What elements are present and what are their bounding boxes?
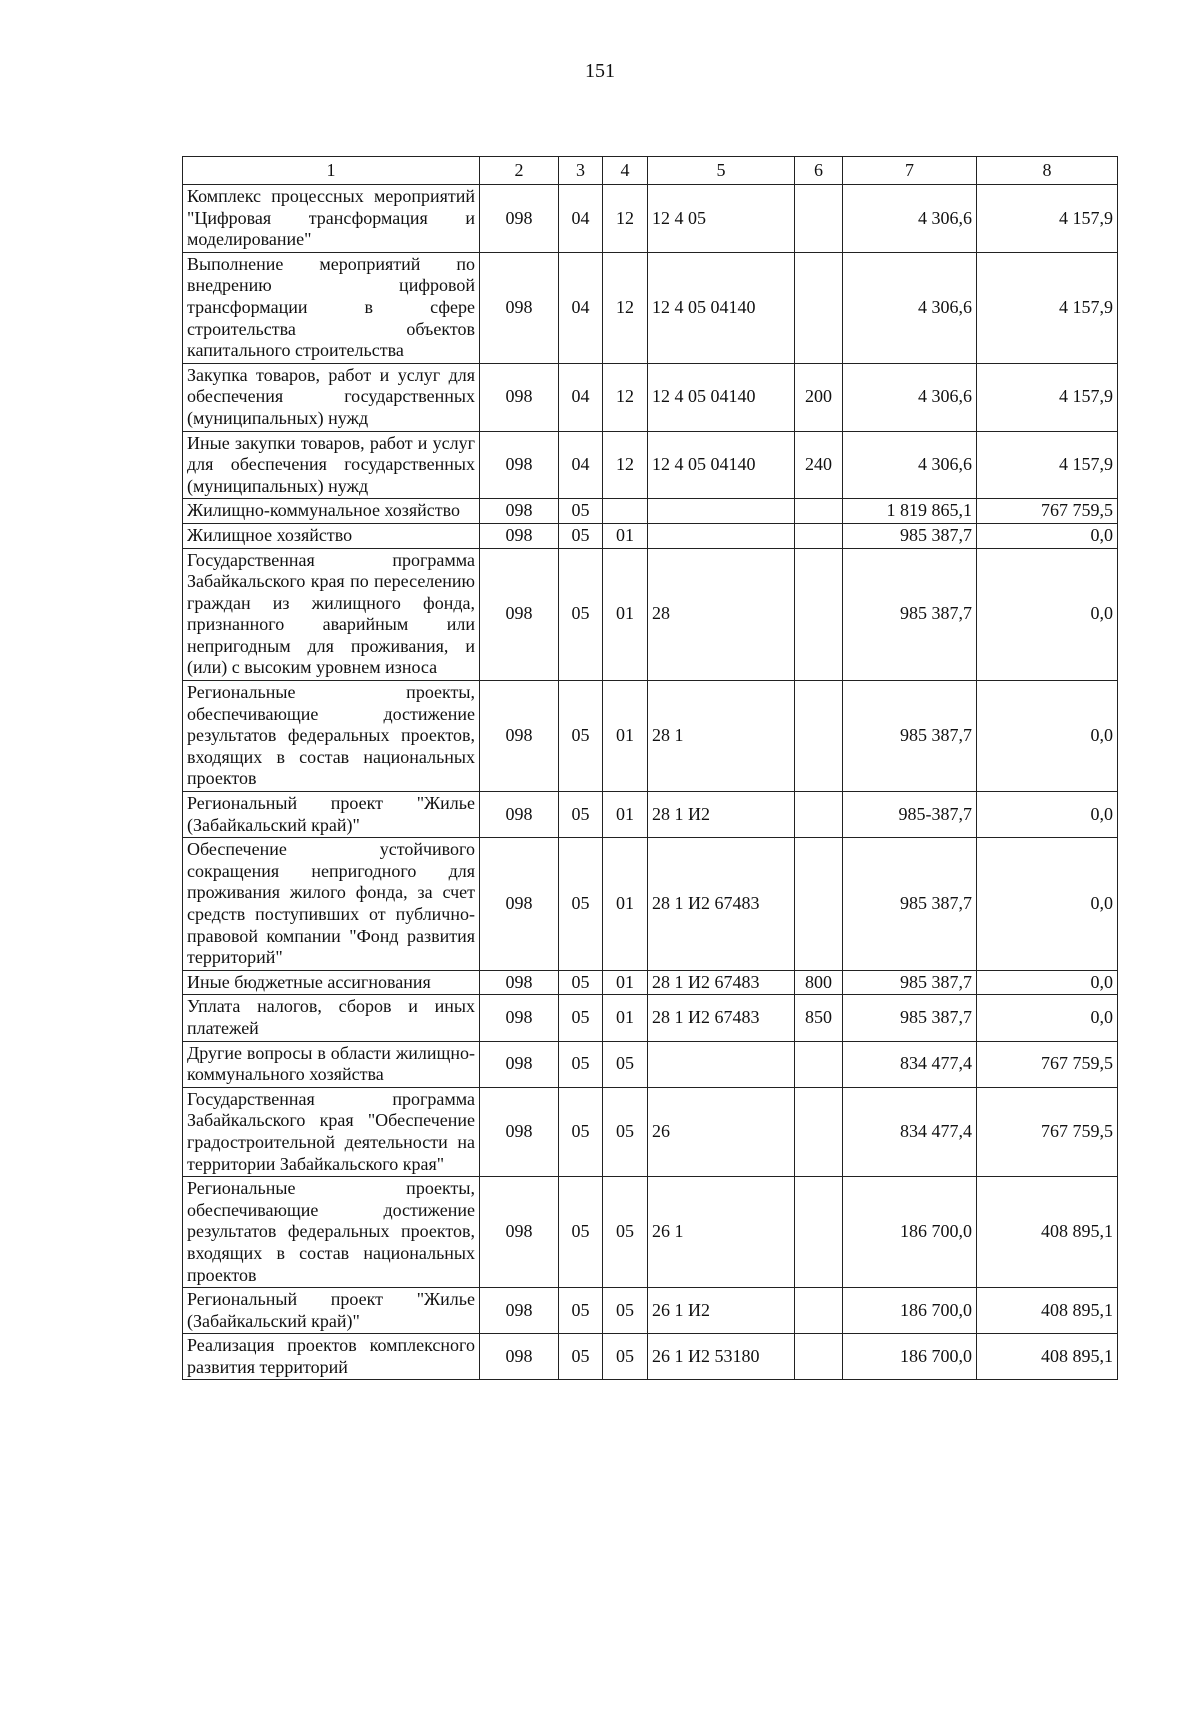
cell-expense-type — [795, 838, 843, 971]
cell-expense-type — [795, 681, 843, 792]
cell-target-article: 12 4 05 — [648, 185, 795, 253]
cell-section-code: 04 — [559, 431, 603, 499]
cell-ministry-code: 098 — [480, 995, 559, 1041]
cell-amount-year-2: 0,0 — [977, 792, 1118, 838]
cell-target-article: 12 4 05 04140 — [648, 363, 795, 431]
cell-amount-year-1: 985-387,7 — [843, 792, 977, 838]
cell-section-code: 05 — [559, 548, 603, 681]
cell-target-article: 26 1 И2 — [648, 1288, 795, 1334]
table-row — [183, 970, 1118, 995]
cell-target-article — [648, 499, 795, 524]
cell-expense-type: 240 — [795, 431, 843, 499]
cell-section-code: 05 — [559, 792, 603, 838]
cell-item-name: Иные закупки товаров, работ и услуг для обеспечения государственных (муниципальных) нужд — [183, 431, 480, 499]
cell-amount-year-1: 4 306,6 — [843, 185, 977, 253]
cell-ministry-code: 098 — [480, 838, 559, 971]
cell-amount-year-2: 0,0 — [977, 838, 1118, 971]
cell-item-name: Иные бюджетные ассигнования — [183, 970, 480, 995]
cell-expense-type: 850 — [795, 995, 843, 1041]
cell-section-code: 05 — [559, 838, 603, 971]
cell-expense-type — [795, 1334, 843, 1380]
cell-item-name: Обеспечение устойчивого сокращения непригодного для проживания жилого фонда, за счет средств поступивших от публично-правовой компании "Фонд развития территорий" — [183, 838, 480, 971]
cell-section-code: 05 — [559, 681, 603, 792]
cell-item-name: Региональный проект "Жилье (Забайкальский край)" — [183, 792, 480, 838]
cell-amount-year-2: 767 759,5 — [977, 1087, 1118, 1176]
cell-subsection-code: 05 — [603, 1087, 648, 1176]
cell-subsection-code: 05 — [603, 1041, 648, 1087]
cell-amount-year-2: 0,0 — [977, 995, 1118, 1041]
cell-target-article — [648, 1041, 795, 1087]
table-row — [183, 1334, 1118, 1380]
cell-amount-year-1: 186 700,0 — [843, 1177, 977, 1288]
cell-section-code: 04 — [559, 363, 603, 431]
cell-subsection-code: 05 — [603, 1177, 648, 1288]
cell-amount-year-2: 4 157,9 — [977, 431, 1118, 499]
cell-amount-year-1: 985 387,7 — [843, 970, 977, 995]
cell-amount-year-1: 985 387,7 — [843, 548, 977, 681]
cell-ministry-code: 098 — [480, 1334, 559, 1380]
cell-expense-type — [795, 1087, 843, 1176]
cell-amount-year-2: 0,0 — [977, 970, 1118, 995]
cell-expense-type — [795, 185, 843, 253]
table-row — [183, 838, 1118, 971]
cell-subsection-code: 01 — [603, 548, 648, 681]
cell-subsection-code: 01 — [603, 838, 648, 971]
cell-expense-type — [795, 523, 843, 548]
cell-item-name: Региональные проекты, обеспечивающие достижение результатов федеральных проектов, входящих в состав национальных проектов — [183, 1177, 480, 1288]
cell-amount-year-1: 985 387,7 — [843, 523, 977, 548]
table-row — [183, 995, 1118, 1041]
table-header-row — [183, 157, 1118, 185]
cell-section-code: 05 — [559, 499, 603, 524]
cell-amount-year-2: 767 759,5 — [977, 499, 1118, 524]
cell-expense-type — [795, 1288, 843, 1334]
cell-subsection-code: 05 — [603, 1288, 648, 1334]
cell-amount-year-1: 985 387,7 — [843, 995, 977, 1041]
cell-amount-year-2: 0,0 — [977, 548, 1118, 681]
column-header: 7 — [843, 157, 977, 185]
cell-amount-year-2: 767 759,5 — [977, 1041, 1118, 1087]
cell-ministry-code: 098 — [480, 431, 559, 499]
cell-amount-year-1: 186 700,0 — [843, 1288, 977, 1334]
cell-item-name: Жилищно-коммунальное хозяйство — [183, 499, 480, 524]
cell-subsection-code: 12 — [603, 252, 648, 363]
cell-section-code: 05 — [559, 970, 603, 995]
cell-target-article: 28 1 И2 67483 — [648, 970, 795, 995]
cell-expense-type — [795, 1177, 843, 1288]
cell-ministry-code: 098 — [480, 548, 559, 681]
cell-amount-year-2: 408 895,1 — [977, 1177, 1118, 1288]
table-row — [183, 681, 1118, 792]
cell-ministry-code: 098 — [480, 1041, 559, 1087]
cell-section-code: 05 — [559, 1177, 603, 1288]
cell-item-name: Государственная программа Забайкальского края "Обеспечение градостроительной деятельности на территории Забайкальского края" — [183, 1087, 480, 1176]
cell-expense-type: 800 — [795, 970, 843, 995]
cell-amount-year-1: 4 306,6 — [843, 431, 977, 499]
cell-section-code: 04 — [559, 185, 603, 253]
table-row — [183, 185, 1118, 253]
cell-ministry-code: 098 — [480, 970, 559, 995]
cell-subsection-code: 12 — [603, 185, 648, 253]
cell-amount-year-1: 985 387,7 — [843, 681, 977, 792]
cell-section-code: 05 — [559, 1087, 603, 1176]
table-row — [183, 523, 1118, 548]
cell-amount-year-1: 834 477,4 — [843, 1087, 977, 1176]
cell-target-article: 28 1 И2 67483 — [648, 995, 795, 1041]
table-row — [183, 1041, 1118, 1087]
page-number: 151 — [585, 60, 615, 82]
cell-expense-type — [795, 1041, 843, 1087]
cell-amount-year-1: 4 306,6 — [843, 252, 977, 363]
budget-table — [182, 156, 1118, 1380]
cell-section-code: 05 — [559, 1334, 603, 1380]
table-row — [183, 1288, 1118, 1334]
table-row — [183, 252, 1118, 363]
cell-ministry-code: 098 — [480, 792, 559, 838]
cell-section-code: 05 — [559, 523, 603, 548]
column-header: 3 — [559, 157, 603, 185]
cell-ministry-code: 098 — [480, 681, 559, 792]
cell-amount-year-2: 4 157,9 — [977, 363, 1118, 431]
cell-section-code: 05 — [559, 995, 603, 1041]
cell-amount-year-2: 408 895,1 — [977, 1288, 1118, 1334]
cell-target-article: 12 4 05 04140 — [648, 431, 795, 499]
cell-amount-year-1: 1 819 865,1 — [843, 499, 977, 524]
table-body — [183, 185, 1118, 1380]
cell-amount-year-1: 834 477,4 — [843, 1041, 977, 1087]
cell-ministry-code: 098 — [480, 1288, 559, 1334]
column-header: 8 — [977, 157, 1118, 185]
table-row — [183, 363, 1118, 431]
cell-subsection-code: 12 — [603, 431, 648, 499]
cell-amount-year-1: 186 700,0 — [843, 1334, 977, 1380]
cell-subsection-code: 12 — [603, 363, 648, 431]
column-header: 2 — [480, 157, 559, 185]
table-row — [183, 792, 1118, 838]
cell-section-code: 05 — [559, 1288, 603, 1334]
cell-target-article: 28 1 — [648, 681, 795, 792]
table-row — [183, 1087, 1118, 1176]
column-header: 6 — [795, 157, 843, 185]
cell-section-code: 04 — [559, 252, 603, 363]
cell-subsection-code: 05 — [603, 1334, 648, 1380]
cell-target-article: 28 1 И2 67483 — [648, 838, 795, 971]
cell-item-name: Закупка товаров, работ и услуг для обеспечения государственных (муниципальных) нужд — [183, 363, 480, 431]
cell-ministry-code: 098 — [480, 185, 559, 253]
cell-subsection-code — [603, 499, 648, 524]
cell-ministry-code: 098 — [480, 252, 559, 363]
table-row — [183, 499, 1118, 524]
cell-amount-year-2: 0,0 — [977, 523, 1118, 548]
cell-ministry-code: 098 — [480, 363, 559, 431]
cell-expense-type: 200 — [795, 363, 843, 431]
cell-amount-year-1: 985 387,7 — [843, 838, 977, 971]
cell-amount-year-2: 4 157,9 — [977, 252, 1118, 363]
cell-subsection-code: 01 — [603, 523, 648, 548]
cell-ministry-code: 098 — [480, 1087, 559, 1176]
cell-amount-year-1: 4 306,6 — [843, 363, 977, 431]
cell-subsection-code: 01 — [603, 970, 648, 995]
column-header: 5 — [648, 157, 795, 185]
cell-target-article: 28 — [648, 548, 795, 681]
cell-amount-year-2: 4 157,9 — [977, 185, 1118, 253]
cell-subsection-code: 01 — [603, 792, 648, 838]
cell-ministry-code: 098 — [480, 523, 559, 548]
cell-subsection-code: 01 — [603, 681, 648, 792]
cell-expense-type — [795, 499, 843, 524]
cell-expense-type — [795, 252, 843, 363]
cell-item-name: Выполнение мероприятий по внедрению цифровой трансформации в сфере строительства объектов капитального строительства — [183, 252, 480, 363]
cell-target-article: 26 — [648, 1087, 795, 1176]
table-row — [183, 1177, 1118, 1288]
cell-item-name: Государственная программа Забайкальского края по переселению граждан из жилищного фонда, признанного аварийным или непригодным для проживания, и (или) с высоким уровнем износа — [183, 548, 480, 681]
cell-item-name: Жилищное хозяйство — [183, 523, 480, 548]
cell-ministry-code: 098 — [480, 1177, 559, 1288]
column-header: 1 — [183, 157, 480, 185]
cell-amount-year-2: 0,0 — [977, 681, 1118, 792]
cell-target-article: 12 4 05 04140 — [648, 252, 795, 363]
cell-item-name: Региональные проекты, обеспечивающие достижение результатов федеральных проектов, входящих в состав национальных проектов — [183, 681, 480, 792]
table-row — [183, 431, 1118, 499]
cell-amount-year-2: 408 895,1 — [977, 1334, 1118, 1380]
cell-target-article: 28 1 И2 — [648, 792, 795, 838]
cell-item-name: Другие вопросы в области жилищно-коммунального хозяйства — [183, 1041, 480, 1087]
cell-target-article — [648, 523, 795, 548]
cell-section-code: 05 — [559, 1041, 603, 1087]
cell-item-name: Региональный проект "Жилье (Забайкальский край)" — [183, 1288, 480, 1334]
cell-expense-type — [795, 548, 843, 681]
cell-item-name: Реализация проектов комплексного развития территорий — [183, 1334, 480, 1380]
cell-expense-type — [795, 792, 843, 838]
cell-item-name: Комплекс процессных мероприятий "Цифровая трансформация и моделирование" — [183, 185, 480, 253]
cell-target-article: 26 1 И2 53180 — [648, 1334, 795, 1380]
cell-ministry-code: 098 — [480, 499, 559, 524]
cell-target-article: 26 1 — [648, 1177, 795, 1288]
cell-item-name: Уплата налогов, сборов и иных платежей — [183, 995, 480, 1041]
cell-subsection-code: 01 — [603, 995, 648, 1041]
table-row — [183, 548, 1118, 681]
column-header: 4 — [603, 157, 648, 185]
